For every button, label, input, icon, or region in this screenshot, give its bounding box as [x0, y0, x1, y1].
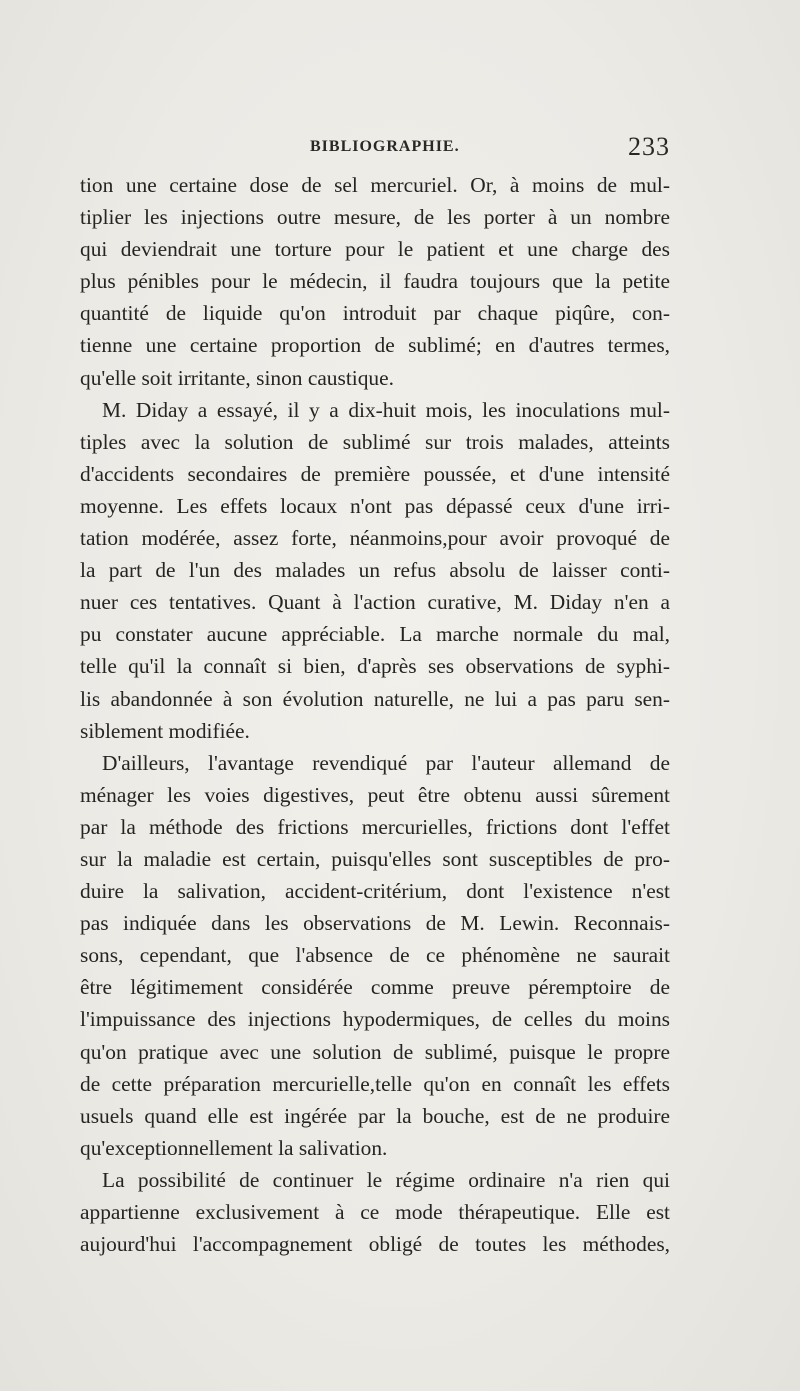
- text-line: ménager les voies digestives, peut être obtenu aussi sûrement: [80, 782, 670, 807]
- text-line: par la méthode des frictions mercurielles, frictions dont l'effet: [80, 814, 670, 839]
- text-line: aujourd'hui l'accompagnement obligé de toutes les méthodes,: [80, 1232, 670, 1257]
- running-title: BIBLIOGRAPHIE.: [310, 138, 460, 155]
- text-line: tiplier les injections outre mesure, de les porter à un nombre: [80, 205, 670, 230]
- text-line: d'accidents secondaires de première poussée, et d'une intensité: [80, 461, 670, 486]
- text-line: pas indiquée dans les observations de M. Lewin. Reconnais-: [80, 911, 670, 936]
- paragraph-start-line: M. Diday a essayé, il y a dix-huit mois, les inoculations mul-: [102, 397, 670, 422]
- text-line: moyenne. Les effets locaux n'ont pas dépassé ceux d'une irri-: [80, 493, 670, 518]
- text-line: usuels quand elle est ingérée par la bouche, est de ne produire: [80, 1103, 670, 1128]
- text-line: sur la maladie est certain, puisqu'elles sont susceptibles de pro-: [80, 846, 670, 871]
- text-line: plus pénibles pour le médecin, il faudra toujours que la petite: [80, 269, 670, 294]
- page-number: 233: [628, 132, 670, 161]
- text-line: qu'on pratique avec une solution de sublimé, puisque le propre: [80, 1039, 670, 1064]
- text-line: duire la salivation, accident-critérium, dont l'existence n'est: [80, 879, 670, 904]
- text-line: l'impuissance des injections hypodermiques, de celles du moins: [80, 1007, 670, 1032]
- page-header: [80, 132, 670, 166]
- text-line: être légitimement considérée comme preuve péremptoire de: [80, 975, 670, 1000]
- text-line: tion une certaine dose de sel mercuriel. Or, à moins de mul-: [80, 173, 670, 197]
- paragraph-start-line: La possibilité de continuer le régime ordinaire n'a rien qui: [102, 1167, 670, 1192]
- text-line: telle qu'il la connaît si bien, d'après ses observations de syphi-: [80, 654, 670, 679]
- text-line: qu'exceptionnellement la salivation.: [80, 1135, 388, 1160]
- text-line: quantité de liquide qu'on introduit par chaque piqûre, con-: [80, 301, 670, 326]
- text-line: qui deviendrait une torture pour le patient et une charge des: [80, 237, 670, 262]
- text-line: de cette préparation mercurielle,telle qu'on en connaît les effets: [80, 1071, 670, 1096]
- body-text: [80, 169, 670, 1260]
- text-line: pu constater aucune appréciable. La marche normale du mal,: [80, 622, 670, 647]
- text-line: lis abandonnée à son évolution naturelle, ne lui a pas paru sen-: [80, 686, 670, 711]
- text-line: nuer ces tentatives. Quant à l'action curative, M. Diday n'en a: [80, 590, 670, 615]
- text-line: tienne une certaine proportion de sublimé; en d'autres termes,: [80, 333, 670, 358]
- text-line: tiples avec la solution de sublimé sur trois malades, atteints: [80, 429, 670, 454]
- text-line: tation modérée, assez forte, néanmoins,pour avoir provoqué de: [80, 526, 670, 551]
- text-line: siblement modifiée.: [80, 718, 250, 743]
- text-line: sons, cependant, que l'absence de ce phénomène ne saurait: [80, 943, 670, 968]
- text-line: la part de l'un des malades un refus absolu de laisser conti-: [80, 558, 670, 583]
- paragraph-start-line: D'ailleurs, l'avantage revendiqué par l'auteur allemand de: [102, 750, 670, 775]
- text-line: qu'elle soit irritante, sinon caustique.: [80, 365, 394, 390]
- text-line: appartienne exclusivement à ce mode thérapeutique. Elle est: [80, 1200, 670, 1224]
